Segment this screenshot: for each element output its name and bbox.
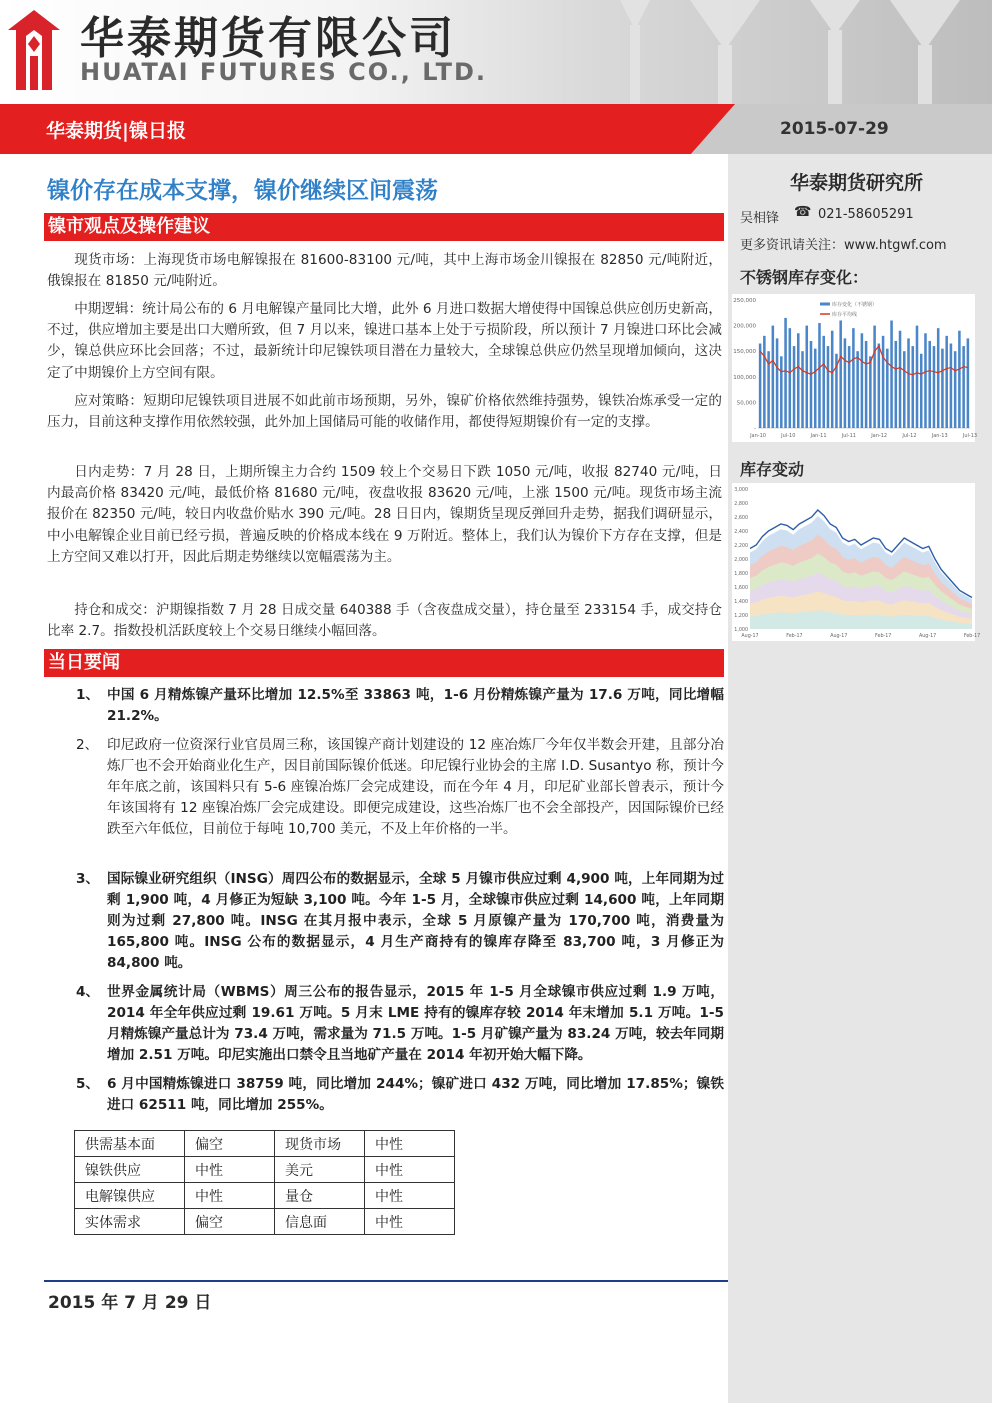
table-cell: 美元 xyxy=(275,1157,365,1183)
y-tick-label: 2,000 xyxy=(734,558,748,563)
news-number: 5、 xyxy=(76,1076,100,1092)
bar xyxy=(873,326,876,428)
bar xyxy=(793,346,796,428)
bar xyxy=(928,341,931,428)
table-cell: 现货市场 xyxy=(275,1131,365,1157)
bar xyxy=(861,333,864,428)
company-logo xyxy=(4,6,64,94)
bar xyxy=(848,346,851,428)
bar xyxy=(903,351,906,428)
bar xyxy=(805,326,808,428)
footer-divider xyxy=(44,1280,728,1282)
table-cell: 中性 xyxy=(185,1157,275,1183)
paragraph-spot: 现货市场：上海现货市场电解镍报在 81600-83100 元/吨，其中上海市场金川镍报在 82850 元/吨附近，俄镍报在 81850 元/吨附近。 xyxy=(47,252,722,290)
analyst-phone: 021-58605291 xyxy=(818,207,914,222)
bar xyxy=(810,341,813,428)
bar xyxy=(856,351,859,428)
news-number: 2、 xyxy=(76,737,99,753)
bar xyxy=(941,349,944,428)
bar xyxy=(780,356,783,428)
table-cell: 中性 xyxy=(365,1183,455,1209)
table-row xyxy=(75,1157,455,1183)
y-tick-label: 250,000 xyxy=(733,298,756,304)
report-title: 镍价存在成本支撑，镍价继续区间震荡 xyxy=(47,178,438,204)
table-cell: 中性 xyxy=(185,1183,275,1209)
bar xyxy=(878,344,881,428)
table-row xyxy=(75,1131,455,1157)
x-tick-label: Feb-17 xyxy=(786,634,803,639)
bar xyxy=(954,351,957,428)
y-tick-label: 1,600 xyxy=(734,586,748,591)
news-text: 中国 6 月精炼镍产量环比增加 12.5%至 33863 吨，1-6 月份精炼镍产量为 17.6 万吨，同比增幅 21.2%。 xyxy=(107,687,724,724)
inventory-change-chart-svg xyxy=(732,483,981,641)
bar xyxy=(776,338,779,428)
news-item xyxy=(76,869,724,974)
x-tick-label: Jul-10 xyxy=(781,433,796,439)
bar xyxy=(789,328,792,428)
table-cell: 实体需求 xyxy=(75,1209,185,1235)
bar xyxy=(882,336,885,428)
bar xyxy=(933,346,936,428)
table-cell: 镍铁供应 xyxy=(75,1157,185,1183)
footer-date: 2015 年 7 月 29 日 xyxy=(48,1293,212,1313)
header-banner xyxy=(0,104,992,154)
bar xyxy=(962,346,965,428)
bar xyxy=(763,336,766,428)
legend-label: 库存变化（不锈钢） xyxy=(832,302,878,308)
bar xyxy=(937,328,940,428)
bar xyxy=(890,320,893,428)
bar xyxy=(920,354,923,428)
table-cell: 电解镍供应 xyxy=(75,1183,185,1209)
chart-title-stainless: 不锈钢库存变化： xyxy=(740,268,869,287)
x-tick-label: Jul-12 xyxy=(902,433,917,439)
y-tick-label: 1,200 xyxy=(734,614,748,619)
table-row xyxy=(75,1183,455,1209)
bar xyxy=(865,341,868,428)
table-cell: 中性 xyxy=(365,1209,455,1235)
bar xyxy=(958,331,961,428)
bar xyxy=(945,336,948,428)
y-tick-label: 100,000 xyxy=(733,374,756,381)
news-text: 印尼政府一位资深行业官员周三称，该国镍产商计划建设的 12 座冶炼厂今年仅半数会开建，且部分冶炼厂也不会开始商业化生产，因目前国际镍价低迷。印尼镍行业协会的主席 I.D. Susantyo 称，预计今年年底之前，该国料只有 5-6 座镍冶炼厂会完成建设，而在今年 4 月，印尼矿业部长曾表示，预计今年该国将有 12 座镍冶炼厂会完成建设。即便完成建设，这些冶炼厂也不会全部投产，因国际镍价已经跌至六年低位，目前位于每吨 10,700 美元，不及上年价格的一半。 xyxy=(107,737,724,837)
y-tick-label: 2,200 xyxy=(734,544,748,549)
news-number: 3、 xyxy=(76,871,100,887)
bar xyxy=(784,318,787,428)
summary-table xyxy=(74,1130,455,1235)
x-tick-label: Jan-11 xyxy=(810,433,827,439)
y-tick-label: 3,000 xyxy=(734,488,748,493)
bar xyxy=(950,344,953,428)
x-tick-label: Feb-17 xyxy=(875,634,892,639)
paragraph-midterm: 中期逻辑：统计局公布的 6 月电解镍产量同比大增，此外 6 月进口数据大增使得中国镍总供应创历史新高，不过，供应增加主要是出口大赠所致，但 7 月以来，镍进口基本上处于亏损阶段，所以预计 7 月镍进口环比会减少，镍总供应环比会回落；不过，最新统计印尼镍铁项目潜在力量较大，全球镍总供应仍然呈现增加倾向，这决定了中期镍价上方空间有限。 xyxy=(47,301,722,381)
section-heading-outlook: 镍市观点及操作建议 xyxy=(44,213,724,241)
x-tick-label: Aug-17 xyxy=(830,634,848,639)
news-item xyxy=(76,982,724,1066)
bar xyxy=(844,338,847,428)
inventory-change-chart xyxy=(732,483,981,641)
x-tick-label: Jan-13 xyxy=(931,433,948,439)
y-tick-label: 1,000 xyxy=(734,628,748,633)
y-tick-label: 2,400 xyxy=(734,530,748,535)
paragraph-intraday: 日内走势：7 月 28 日，上期所镍主力合约 1509 较上个交易日下跌 1050 元/吨，收报 82740 元/吨，日内最高价格 83420 元/吨，最低价格 81680 元/吨，夜盘收报 83620 元/吨，上涨 1500 元/吨。现货市场主流报价在 82350 元/吨，较日内收盘价贴水 390 元/吨。28 日日内，镍期货呈现反弹回升走势，据我们调研显示，中小电解镍企业目前已经亏损，普遍反映的价格成本线在 9 万附近。整体上，我们认为镍价下方存在支撑，但是上方空间又难以打开，因此后期走势继续以宽幅震荡为主。 xyxy=(47,464,722,565)
bar xyxy=(822,336,825,428)
stainless-stock-chart-svg xyxy=(732,294,978,442)
x-tick-label: Jul-11 xyxy=(841,433,856,439)
y-tick-label: 200,000 xyxy=(733,323,756,330)
news-number: 1、 xyxy=(76,687,100,703)
institute-name: 华泰期货研究所 xyxy=(790,172,924,194)
x-tick-label: Aug-17 xyxy=(741,634,759,639)
news-item xyxy=(76,735,724,840)
table-cell: 中性 xyxy=(365,1131,455,1157)
y-tick-label: 2,800 xyxy=(734,502,748,507)
x-tick-label: Feb-17 xyxy=(963,634,981,639)
bar xyxy=(814,349,817,428)
paragraph-positions: 持仓和成交：沪期镍指数 7 月 28 日成交量 640388 手（含夜盘成交量），持仓量至 233154 手，成交持仓比率 2.7。指数投机活跃度较上个交易日继续小幅回落。 xyxy=(47,602,722,640)
section-heading-news: 当日要闻 xyxy=(44,649,724,677)
table-cell: 量仓 xyxy=(275,1183,365,1209)
paragraph-strategy: 应对策略：短期印尼镍铁项目进展不如此前市场预期，另外，镍矿价格依然维持强势，镍铁冶炼承受一定的压力，目前这种支撑作用依然较强，此外加上国储局可能的收储作用，都使得短期镍价有一定的支撑。 xyxy=(47,393,722,431)
y-tick-label: - xyxy=(754,426,756,432)
table-cell: 供需基本面 xyxy=(75,1131,185,1157)
bar xyxy=(831,331,834,428)
bar xyxy=(818,323,821,428)
bar xyxy=(924,333,927,428)
bar xyxy=(869,356,872,428)
table-cell: 偏空 xyxy=(185,1209,275,1235)
bar xyxy=(839,320,842,428)
stainless-stock-chart xyxy=(732,294,978,442)
bar xyxy=(895,341,898,428)
y-tick-label: 2,600 xyxy=(734,516,748,521)
news-text: 世界金属统计局（WBMS）周三公布的报告显示，2015 年 1-5 月全球镍市供应过剩 1.9 万吨，2014 年全年供应过剩 19.61 万吨。5 月末 LME 持有的镍库存较 2014 年末增加 5.1 万吨。1-5 月精炼镍产量总计为 73.4 万吨，需求量为 71.5 万吨。1-5 月矿镍产量为 83.24 万吨，较去年同期增加 2.51 万吨。印尼实施出口禁令且当地矿产量在 2014 年初开始大幅下降。 xyxy=(107,984,724,1063)
y-tick-label: 1,400 xyxy=(734,600,748,605)
news-text: 国际镍业研究组织（INSG）周四公布的数据显示，全球 5 月镍市供应过剩 4,900 吨，上年同期为过剩 1,900 吨，4 月修正为短缺 3,100 吨。今年 1-5 月，全球镍市供应过剩 14,600 吨，上年同期则为过剩 27,800 吨。INSG 在其月报中表示，全球 5 月原镍产量为 170,700 吨，消费量为 165,800 吨。INSG 公布的数据显示，4 月生产商持有的镍库存降至 83,700 吨，3 月修正为 84,800 吨。 xyxy=(107,871,724,971)
chart-title-inventory: 库存变动 xyxy=(740,460,805,479)
x-tick-label: Jan-12 xyxy=(871,433,888,439)
bar xyxy=(967,338,970,428)
header-decoration xyxy=(560,0,992,104)
banner-title: 华泰期货|镍日报 xyxy=(46,120,186,142)
series-line xyxy=(760,346,968,375)
bar xyxy=(916,326,919,428)
page-header xyxy=(0,0,992,104)
legend-label: 库存平均线 xyxy=(832,312,858,318)
company-name-en: HUATAI FUTURES CO., LTD. xyxy=(80,58,487,86)
x-tick-label: Jul-13 xyxy=(962,433,978,439)
sidebar xyxy=(728,154,992,1403)
bar xyxy=(801,351,804,428)
analyst-name: 吴相锋 xyxy=(740,211,780,226)
table-cell: 中性 xyxy=(365,1157,455,1183)
bar xyxy=(797,333,800,428)
phone-icon: ☎ xyxy=(794,204,812,220)
y-tick-label: 150,000 xyxy=(733,349,756,356)
bar xyxy=(759,344,762,428)
website-info: 更多资讯请关注：www.htgwf.com xyxy=(740,238,947,253)
bar xyxy=(772,326,775,428)
x-tick-label: Aug-17 xyxy=(918,634,937,639)
bar xyxy=(852,328,855,428)
y-tick-label: 50,000 xyxy=(736,400,756,407)
news-number: 4、 xyxy=(76,984,100,1000)
y-tick-label: 1,800 xyxy=(734,572,748,577)
table-cell: 偏空 xyxy=(185,1131,275,1157)
news-item xyxy=(76,1074,724,1116)
company-name-cn: 华泰期货有限公司 xyxy=(80,13,456,64)
table-cell: 信息面 xyxy=(275,1209,365,1235)
bar xyxy=(899,331,902,428)
x-tick-label: Jan-10 xyxy=(750,433,766,439)
news-item xyxy=(76,685,724,727)
news-text: 6 月中国精炼镍进口 38759 吨，同比增加 244%；镍矿进口 432 万吨，同比增加 17.85%；镍铁进口 62511 吨，同比增加 255%。 xyxy=(107,1076,724,1113)
bar xyxy=(911,346,914,428)
bar xyxy=(827,346,830,428)
report-date: 2015-07-29 xyxy=(780,119,889,139)
table-row xyxy=(75,1209,455,1235)
bar xyxy=(907,338,910,428)
